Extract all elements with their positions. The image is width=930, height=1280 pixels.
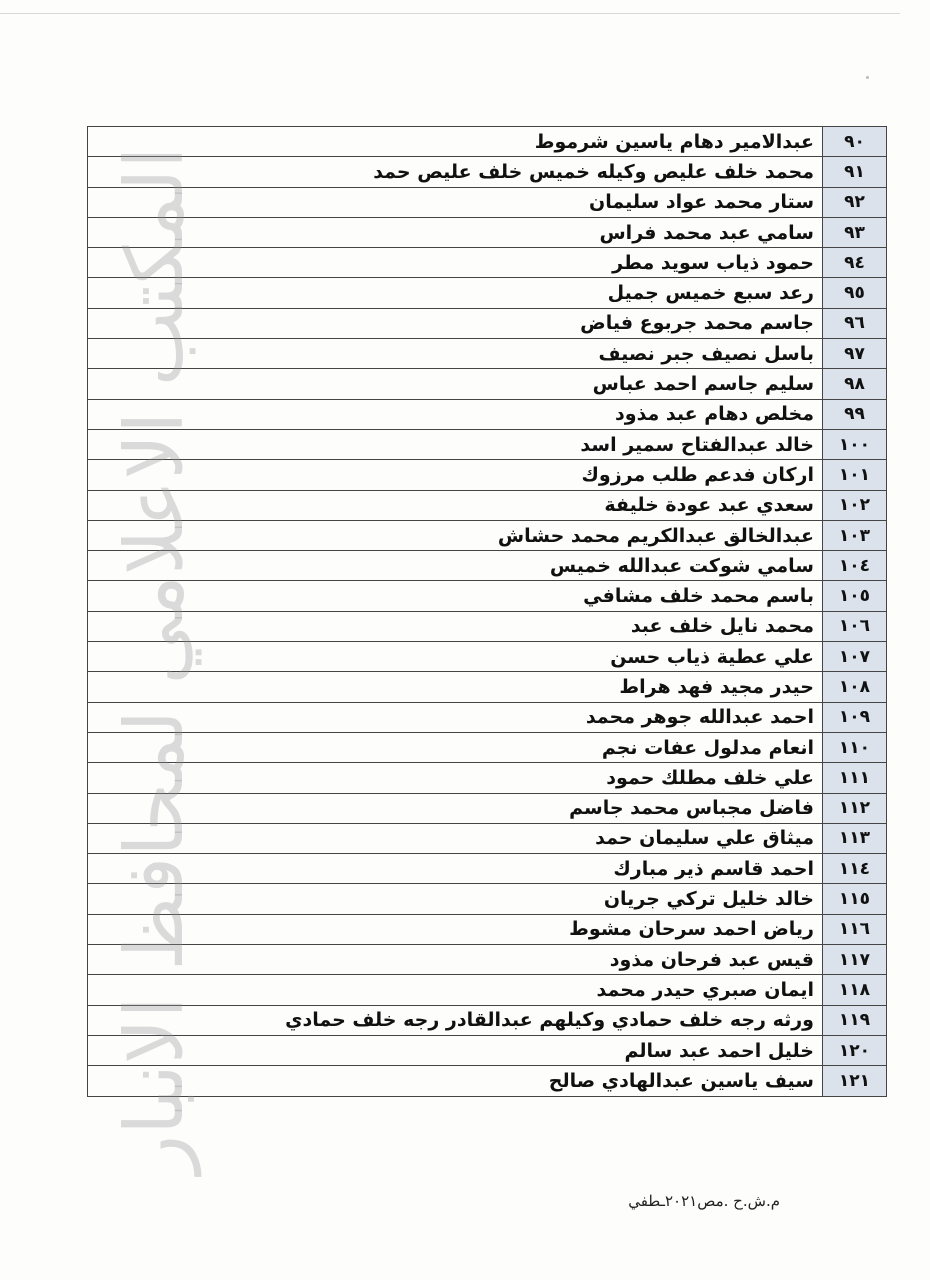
row-number: ١١٥ bbox=[823, 884, 887, 914]
table-row bbox=[88, 945, 887, 975]
row-number: ١١٩ bbox=[823, 1005, 887, 1035]
row-number: ٩٣ bbox=[823, 217, 887, 247]
row-name: علي عطية ذياب حسن bbox=[88, 642, 823, 672]
row-name: محمد نايل خلف عبد bbox=[88, 611, 823, 641]
row-number: ٩٩ bbox=[823, 399, 887, 429]
table-row bbox=[88, 248, 887, 278]
row-name: فاضل مجباس محمد جاسم bbox=[88, 793, 823, 823]
table-row bbox=[88, 975, 887, 1005]
row-name: عبدالامير دهام ياسين شرموط bbox=[88, 127, 823, 157]
table-row bbox=[88, 1005, 887, 1035]
row-name: باسل نصيف جبر نصيف bbox=[88, 339, 823, 369]
row-name: انعام مدلول عفات نجم bbox=[88, 732, 823, 762]
row-number: ١١٧ bbox=[823, 945, 887, 975]
row-name: سامي عبد محمد فراس bbox=[88, 217, 823, 247]
row-name: اركان فدعم طلب مرزوك bbox=[88, 460, 823, 490]
row-name: حمود ذياب سويد مطر bbox=[88, 248, 823, 278]
table-row bbox=[88, 914, 887, 944]
row-name: سامي شوكت عبدالله خميس bbox=[88, 551, 823, 581]
row-name: رياض احمد سرحان مشوط bbox=[88, 914, 823, 944]
watermark-text: المكتب الاعلامي لمحافظ الانبار bbox=[108, 146, 201, 1174]
row-name: خالد عبدالفتاح سمير اسد bbox=[88, 429, 823, 459]
table-row bbox=[88, 308, 887, 338]
row-name: ايمان صبري حيدر محمد bbox=[88, 975, 823, 1005]
row-number: ٩٢ bbox=[823, 187, 887, 217]
table-row bbox=[88, 702, 887, 732]
row-number: ١١٢ bbox=[823, 793, 887, 823]
table-row bbox=[88, 854, 887, 884]
row-number: ١٠٧ bbox=[823, 642, 887, 672]
table-row bbox=[88, 460, 887, 490]
row-number: ١١٣ bbox=[823, 823, 887, 853]
table-row bbox=[88, 823, 887, 853]
row-number: ٩٦ bbox=[823, 308, 887, 338]
row-number: ٩٥ bbox=[823, 278, 887, 308]
names-table bbox=[87, 126, 887, 1097]
row-name: قيس عبد فرحان مذود bbox=[88, 945, 823, 975]
table-row bbox=[88, 884, 887, 914]
table-row bbox=[88, 672, 887, 702]
row-number: ٩١ bbox=[823, 157, 887, 187]
table-row bbox=[88, 793, 887, 823]
row-name: ستار محمد عواد سليمان bbox=[88, 187, 823, 217]
top-divider bbox=[0, 13, 900, 14]
row-number: ٩٠ bbox=[823, 127, 887, 157]
row-name: سعدي عبد عودة خليفة bbox=[88, 490, 823, 520]
row-number: ١٠٩ bbox=[823, 702, 887, 732]
row-number: ١٠٤ bbox=[823, 551, 887, 581]
row-name: رعد سبع خميس جميل bbox=[88, 278, 823, 308]
row-name: حيدر مجيد فهد هراط bbox=[88, 672, 823, 702]
row-name: احمد عبدالله جوهر محمد bbox=[88, 702, 823, 732]
table-row bbox=[88, 339, 887, 369]
table-row bbox=[88, 278, 887, 308]
table-row bbox=[88, 1035, 887, 1065]
row-number: ٩٧ bbox=[823, 339, 887, 369]
row-number: ١١١ bbox=[823, 763, 887, 793]
footer-note: م.ش.ح .مص٢٠٢١ـطفي bbox=[628, 1192, 780, 1210]
table-row bbox=[88, 732, 887, 762]
row-number: ١٠١ bbox=[823, 460, 887, 490]
row-number: ١١٨ bbox=[823, 975, 887, 1005]
table-row bbox=[88, 429, 887, 459]
row-name: احمد قاسم ذير مبارك bbox=[88, 854, 823, 884]
table-row bbox=[88, 157, 887, 187]
row-name: باسم محمد خلف مشافي bbox=[88, 581, 823, 611]
table-row bbox=[88, 551, 887, 581]
table-row bbox=[88, 369, 887, 399]
row-number: ١١٦ bbox=[823, 914, 887, 944]
row-number: ١٠٦ bbox=[823, 611, 887, 641]
table-row bbox=[88, 611, 887, 641]
table-row bbox=[88, 187, 887, 217]
table-row bbox=[88, 1066, 887, 1096]
table-row bbox=[88, 490, 887, 520]
row-number: ١٠٨ bbox=[823, 672, 887, 702]
row-number: ١٢١ bbox=[823, 1066, 887, 1096]
row-number: ١٢٠ bbox=[823, 1035, 887, 1065]
row-name: سليم جاسم احمد عباس bbox=[88, 369, 823, 399]
row-number: ٩٤ bbox=[823, 248, 887, 278]
table-row bbox=[88, 763, 887, 793]
row-name: عبدالخالق عبدالكريم محمد حشاش bbox=[88, 520, 823, 550]
row-name: خليل احمد عبد سالم bbox=[88, 1035, 823, 1065]
row-name: مخلص دهام عبد مذود bbox=[88, 399, 823, 429]
row-name: ورثه رجه خلف حمادي وكيلهم عبدالقادر رجه خلف حمادي bbox=[88, 1005, 823, 1035]
row-number: ١٠٠ bbox=[823, 429, 887, 459]
row-number: ١٠٥ bbox=[823, 581, 887, 611]
table-row bbox=[88, 217, 887, 247]
row-name: خالد خليل تركي جريان bbox=[88, 884, 823, 914]
table-row bbox=[88, 581, 887, 611]
names-table-body bbox=[88, 127, 887, 1097]
row-name: علي خلف مطلك حمود bbox=[88, 763, 823, 793]
row-number: ٩٨ bbox=[823, 369, 887, 399]
row-number: ١١٠ bbox=[823, 732, 887, 762]
row-number: ١٠٣ bbox=[823, 520, 887, 550]
table-row bbox=[88, 399, 887, 429]
row-name: ميثاق علي سليمان حمد bbox=[88, 823, 823, 853]
row-number: ١٠٢ bbox=[823, 490, 887, 520]
row-number: ١١٤ bbox=[823, 854, 887, 884]
table-row bbox=[88, 127, 887, 157]
table-row bbox=[88, 520, 887, 550]
table-row bbox=[88, 642, 887, 672]
row-name: محمد خلف عليص وكيله خميس خلف عليص حمد bbox=[88, 157, 823, 187]
row-name: سيف ياسين عبدالهادي صالح bbox=[88, 1066, 823, 1096]
scan-speck bbox=[866, 76, 869, 79]
row-name: جاسم محمد جربوع فياض bbox=[88, 308, 823, 338]
